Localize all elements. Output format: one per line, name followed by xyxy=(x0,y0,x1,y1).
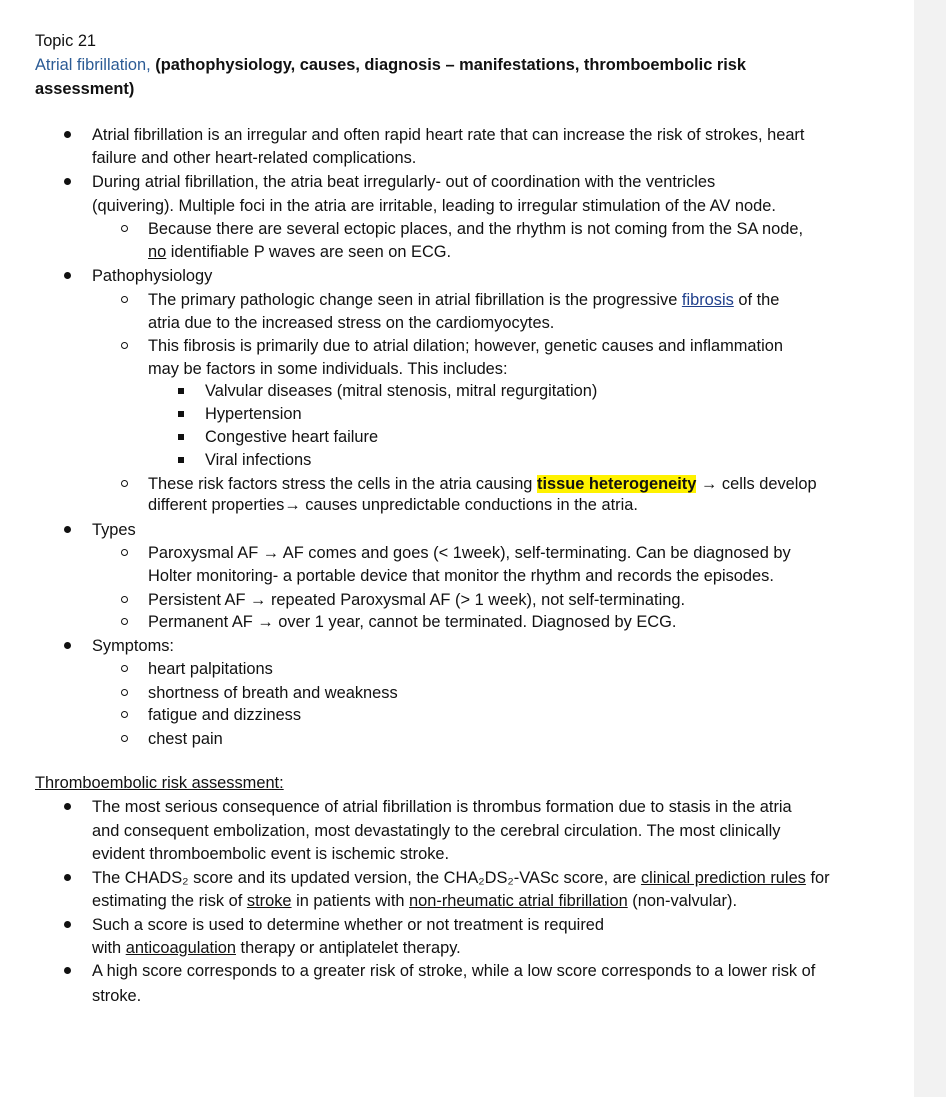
bullet-dot xyxy=(64,526,71,533)
square-bullet xyxy=(178,411,184,417)
patho-s1-text-end: of the xyxy=(733,291,780,309)
title-subtitle: (pathophysiology, causes, diagnosis – manifestations, thromboembolic risk xyxy=(155,56,747,74)
underlined-no: no xyxy=(148,243,167,261)
patho-s3-text: These risk factors stress the cells in the atria causing xyxy=(148,475,537,493)
types-heading: Types xyxy=(92,521,136,539)
circle-bullet xyxy=(121,296,128,303)
intro-p2-line2: (quivering). Multiple foci in the atria are irritable, leading to irregular stimulation of the AV node. xyxy=(92,197,776,215)
page-title xyxy=(35,54,746,77)
risk-r2-text: The CHADS₂ score and its updated version, the CHA₂DS₂-VASc score, are xyxy=(92,869,641,887)
risk-r1-line2: and consequent embolization, most devastatingly to the cerebral circulation. The most clinically xyxy=(92,822,781,840)
topic-label: Topic 21 xyxy=(35,32,97,50)
circle-bullet xyxy=(121,480,128,487)
circle-bullet xyxy=(121,596,128,603)
symptom-item: shortness of breath and weakness xyxy=(148,684,398,702)
intro-p1-line2: failure and other heart-related complications. xyxy=(92,149,417,167)
patho-s2-line1: This fibrosis is primarily due to atrial dilation; however, genetic causes and inflammation xyxy=(148,337,783,355)
circle-bullet xyxy=(121,735,128,742)
factor-item: Valvular diseases (mitral stenosis, mitral regurgitation) xyxy=(205,382,598,400)
symptoms-heading: Symptoms: xyxy=(92,637,174,655)
patho-s1-line1 xyxy=(148,289,779,312)
circle-bullet xyxy=(121,665,128,672)
patho-s3-line1 xyxy=(148,473,817,496)
square-bullet xyxy=(178,388,184,394)
patho-s1-text: The primary pathologic change seen in atrial fibrillation is the progressive xyxy=(148,291,682,309)
bullet-dot xyxy=(64,921,71,928)
title-subtitle-cont: assessment) xyxy=(35,80,135,98)
circle-bullet xyxy=(121,225,128,232)
anticoagulation-link[interactable]: anticoagulation xyxy=(125,939,236,957)
intro-p1-line1: Atrial fibrillation is an irregular and often rapid heart rate that can increase the risk of strokes, heart xyxy=(92,126,805,144)
risk-r2-text2: estimating the risk of xyxy=(92,892,247,910)
pathophysiology-heading: Pathophysiology xyxy=(92,267,213,285)
clinical-prediction-rules-link[interactable]: clinical prediction rules xyxy=(640,869,806,887)
risk-r2-text4: (non-valvular). xyxy=(627,892,737,910)
bullet-dot xyxy=(64,874,71,881)
fibrosis-link[interactable]: fibrosis xyxy=(681,291,734,309)
square-bullet xyxy=(178,457,184,463)
risk-r3-text-end: therapy or antiplatelet therapy. xyxy=(235,939,461,957)
risk-r2-text-end: for xyxy=(805,869,830,887)
circle-bullet xyxy=(121,342,128,349)
circle-bullet xyxy=(121,689,128,696)
non-rheumatic-af-link[interactable]: non-rheumatic atrial fibrillation xyxy=(409,892,628,910)
bullet-dot xyxy=(64,967,71,974)
risk-r1-line1: The most serious consequence of atrial fibrillation is thrombus formation due to stasis in the atria xyxy=(92,798,792,816)
risk-r1-line3: evident thromboembolic event is ischemic stroke. xyxy=(92,845,450,863)
factor-item: Congestive heart failure xyxy=(205,428,379,446)
risk-r3-line2 xyxy=(92,937,461,960)
circle-bullet xyxy=(121,711,128,718)
symptom-item: chest pain xyxy=(148,730,223,748)
title-main: Atrial fibrillation, xyxy=(35,56,151,74)
patho-s3-text-end: → cells develop xyxy=(696,475,817,493)
symptom-item: heart palpitations xyxy=(148,660,273,678)
bullet-dot xyxy=(64,272,71,279)
circle-bullet xyxy=(121,549,128,556)
intro-p2-line1: During atrial fibrillation, the atria beat irregularly- out of coordination with the ventricles xyxy=(92,173,716,191)
bullet-dot xyxy=(64,642,71,649)
intro-sub-rest: identifiable P waves are seen on ECG. xyxy=(166,243,452,261)
circle-bullet xyxy=(121,618,128,625)
type-permanent: Permanent AF → over 1 year, cannot be terminated. Diagnosed by ECG. xyxy=(148,613,677,631)
patho-s1-line2: atria due to the increased stress on the cardiomyocytes. xyxy=(148,314,555,332)
intro-sub-line2 xyxy=(148,241,451,264)
patho-s2-line2: may be factors in some individuals. This includes: xyxy=(148,360,508,378)
bullet-dot xyxy=(64,131,71,138)
tissue-heterogeneity-highlight: tissue heterogeneity xyxy=(536,475,697,493)
patho-s3-line2: different properties→ causes unpredictable conductions in the atria. xyxy=(148,496,638,514)
risk-r3-text: with xyxy=(92,939,126,957)
stroke-link[interactable]: stroke xyxy=(246,892,292,910)
comment-margin-panel xyxy=(914,0,946,1097)
square-bullet xyxy=(178,434,184,440)
type-persistent: Persistent AF → repeated Paroxysmal AF (> 1 week), not self-terminating. xyxy=(148,591,686,609)
bullet-dot xyxy=(64,178,71,185)
factor-item: Hypertension xyxy=(205,405,302,423)
risk-r2-line1 xyxy=(92,867,830,890)
risk-r2-line2 xyxy=(92,890,737,913)
type-paroxysmal-line2: Holter monitoring- a portable device that monitor the rhythm and records the episodes. xyxy=(148,567,774,585)
risk-r3-line1: Such a score is used to determine whether or not treatment is required xyxy=(92,916,605,934)
symptom-item: fatigue and dizziness xyxy=(148,706,302,724)
risk-r4-line1: A high score corresponds to a greater risk of stroke, while a low score corresponds to a lower risk of xyxy=(92,962,816,980)
bullet-dot xyxy=(64,803,71,810)
risk-r2-text3: in patients with xyxy=(291,892,410,910)
factor-item: Viral infections xyxy=(205,451,312,469)
intro-sub-line1: Because there are several ectopic places, and the rhythm is not coming from the SA node, xyxy=(148,220,804,238)
type-paroxysmal-line1: Paroxysmal AF → AF comes and goes (< 1week), self-terminating. Can be diagnosed by xyxy=(148,544,791,562)
risk-heading: Thromboembolic risk assessment: xyxy=(35,774,284,792)
risk-r4-line2: stroke. xyxy=(92,987,142,1005)
